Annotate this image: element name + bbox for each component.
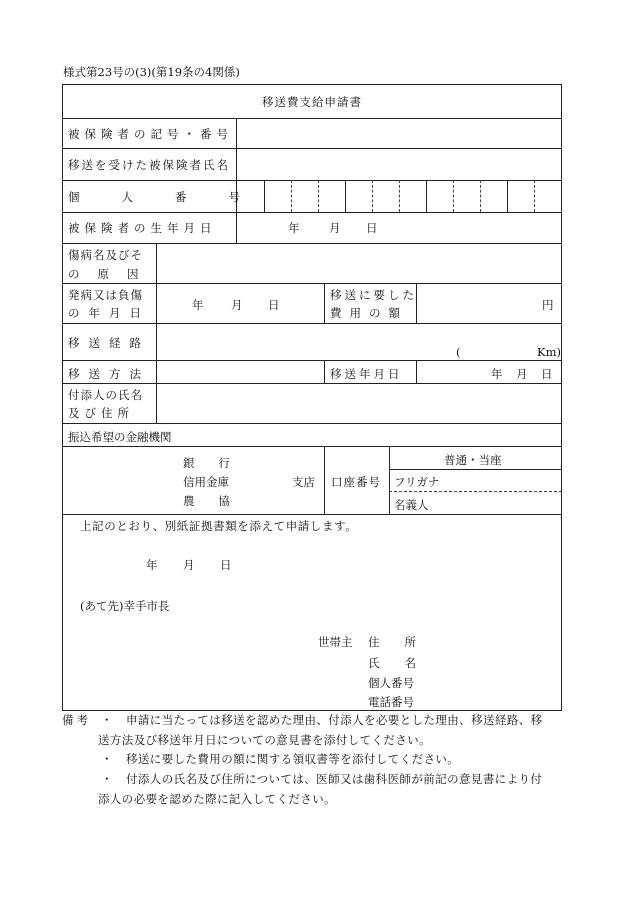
note-1-line1: 申請に当たっては移送を認めた理由、付添人を必要とした理由、移送経路、移 xyxy=(126,713,543,727)
transport-date-day-label: 日 xyxy=(541,367,553,381)
cost-unit: 円 xyxy=(542,298,554,312)
birth-date-day-label: 日 xyxy=(366,221,378,235)
account-number-label: 口座番号 xyxy=(331,475,381,489)
form-title: 移送費支給申請書 xyxy=(262,95,362,109)
declaration-day-label: 日 xyxy=(220,558,232,572)
cost-label-line1: 移送に要した xyxy=(330,288,417,302)
bank-type-noukyou: 農協 xyxy=(183,494,254,508)
birth-date-month-label: 月 xyxy=(329,221,341,235)
bank-type-shinkin: 信用金庫 xyxy=(183,475,229,489)
disease-label-line2: の原因 xyxy=(68,267,157,281)
birth-date-year-label: 年 xyxy=(288,221,300,235)
personal-number-label: 個人番号 xyxy=(68,190,282,204)
insured-number-label: 被保険者の記号・番号 xyxy=(68,127,233,141)
householder-personal-number-label: 個人番号 xyxy=(368,676,414,690)
form-reference: 様式第23号の(3)(第19条の4関係) xyxy=(63,65,240,79)
transport-date-label: 移送年月日 xyxy=(330,367,403,381)
householder-name-label: 氏名 xyxy=(368,656,441,670)
notes-label: 備考 xyxy=(62,713,91,727)
note-1-line2: 送方法及び移送年月日についての意見書を添付してください。 xyxy=(98,733,431,747)
note-3-line2: 添人の必要を認めた際に記入してください。 xyxy=(98,792,336,806)
onset-label-line1: 発病又は負傷 xyxy=(68,288,143,302)
onset-year-label: 年 xyxy=(192,298,204,312)
method-label: 移送方法 xyxy=(68,367,150,381)
account-type-label: 普通・当座 xyxy=(444,453,502,467)
account-holder-label: 名義人 xyxy=(394,498,429,512)
route-km-unit: Km) xyxy=(537,345,561,359)
bank-section-label: 振込希望の金融機関 xyxy=(68,430,172,444)
declaration-month-label: 月 xyxy=(183,558,195,572)
disease-label-line1: 傷病名及びそ xyxy=(68,248,143,262)
householder-phone-label: 電話番号 xyxy=(368,695,414,709)
birth-date-label: 被保険者の生年月日 xyxy=(68,221,217,235)
note-2-line1: 移送に要した費用の額に関する領収書等を添付してください。 xyxy=(126,752,460,766)
note-3-line1: 付添人の氏名及び住所については、医師又は歯科医師が前記の意見書により付 xyxy=(126,772,543,786)
bank-type-bank: 銀行 xyxy=(183,456,254,470)
branch-label: 支店 xyxy=(292,475,315,489)
route-km-open: ( xyxy=(456,345,461,359)
cost-label-line2: 費用の額 xyxy=(330,306,408,320)
householder-address-label: 住所 xyxy=(368,635,441,649)
attendant-label-line1: 付添人の氏名 xyxy=(68,388,143,402)
transport-date-year-label: 年 xyxy=(491,367,503,381)
transported-name-label: 移送を受けた被保険者氏名 xyxy=(68,158,230,172)
note-bullet-1: ・ xyxy=(101,713,113,727)
onset-month-label: 月 xyxy=(231,298,243,312)
furigana-label: フリガナ xyxy=(394,475,440,489)
onset-label-line2: の年月日 xyxy=(68,306,150,320)
declaration-year-label: 年 xyxy=(146,558,158,572)
note-bullet-2: ・ xyxy=(101,752,113,766)
declaration-statement: 上記のとおり、別紙証拠書類を添えて申請します。 xyxy=(80,519,358,533)
route-label: 移送経路 xyxy=(68,336,150,350)
addressee: (あて先)幸手市長 xyxy=(80,599,170,613)
note-bullet-3: ・ xyxy=(101,772,113,786)
householder-label: 世帯主 xyxy=(318,635,353,649)
transport-date-month-label: 月 xyxy=(516,367,528,381)
onset-day-label: 日 xyxy=(268,298,280,312)
attendant-label-line2: 及び住所 xyxy=(68,406,134,420)
